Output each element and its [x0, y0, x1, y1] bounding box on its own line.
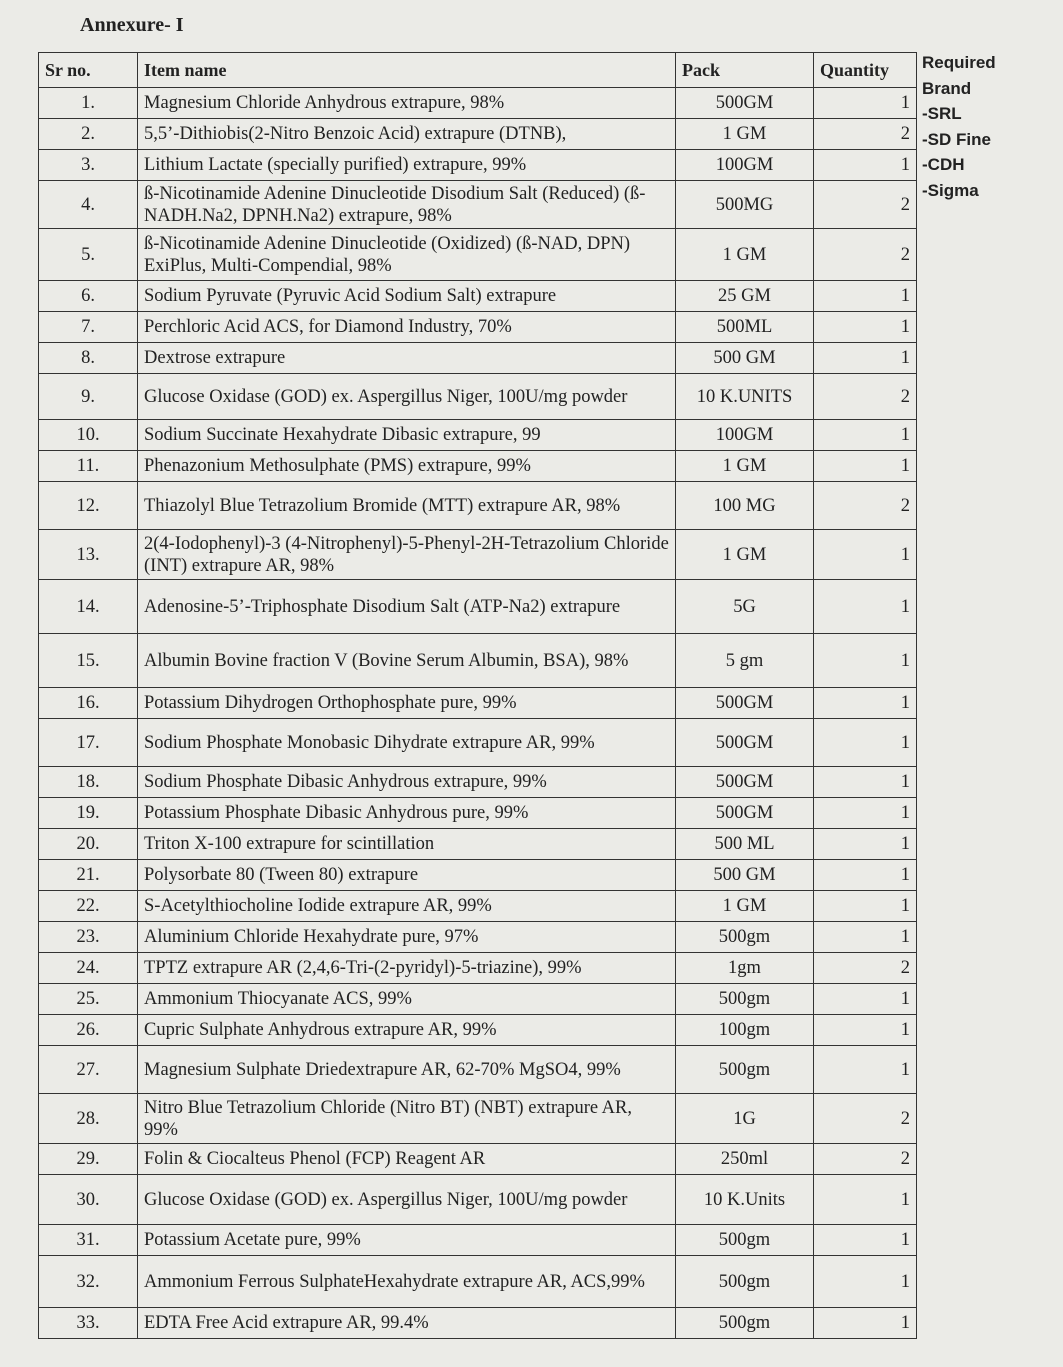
table-row — [39, 1175, 917, 1225]
quantity-cell: 1 — [814, 1256, 917, 1308]
item-name-cell: 5,5’-Dithiobis(2-Nitro Benzoic Acid) extrapure (DTNB), — [138, 119, 676, 150]
item-name-cell: Sodium Succinate Hexahydrate Dibasic extrapure, 99 — [138, 420, 676, 451]
sr-no-cell: 23. — [39, 922, 138, 953]
sr-no-cell: 5. — [39, 229, 138, 281]
pack-cell: 500GM — [676, 798, 814, 829]
sr-no-cell: 15. — [39, 634, 138, 688]
table-row — [39, 374, 917, 420]
item-name-cell: EDTA Free Acid extrapure AR, 99.4% — [138, 1308, 676, 1339]
table-row — [39, 281, 917, 312]
pack-cell: 5G — [676, 580, 814, 634]
table-row — [39, 1015, 917, 1046]
required-brand-note — [922, 50, 996, 203]
pack-cell: 1 GM — [676, 119, 814, 150]
table-row — [39, 1094, 917, 1144]
table-row — [39, 420, 917, 451]
sr-no-cell: 24. — [39, 953, 138, 984]
sr-no-cell: 8. — [39, 343, 138, 374]
page-title: Annexure- I — [80, 14, 184, 36]
pack-cell: 1 GM — [676, 530, 814, 580]
item-name-cell: Phenazonium Methosulphate (PMS) extrapure, 99% — [138, 451, 676, 482]
quantity-cell: 1 — [814, 281, 917, 312]
pack-cell: 500GM — [676, 719, 814, 767]
item-name-cell: Perchloric Acid ACS, for Diamond Industry, 70% — [138, 312, 676, 343]
quantity-cell: 2 — [814, 374, 917, 420]
table-row — [39, 530, 917, 580]
sr-no-cell: 11. — [39, 451, 138, 482]
sr-no-cell: 16. — [39, 688, 138, 719]
pack-cell: 1 GM — [676, 451, 814, 482]
quantity-cell: 1 — [814, 1015, 917, 1046]
brand-option: -SD Fine — [922, 129, 991, 149]
quantity-cell: 1 — [814, 984, 917, 1015]
sr-no-cell: 26. — [39, 1015, 138, 1046]
sr-no-cell: 31. — [39, 1225, 138, 1256]
pack-cell: 500gm — [676, 984, 814, 1015]
table-row — [39, 343, 917, 374]
item-name-cell: Triton X-100 extrapure for scintillation — [138, 829, 676, 860]
pack-cell: 500gm — [676, 1256, 814, 1308]
table-row — [39, 1144, 917, 1175]
quantity-cell: 1 — [814, 860, 917, 891]
quantity-cell: 1 — [814, 1046, 917, 1094]
sr-no-cell: 10. — [39, 420, 138, 451]
sr-no-cell: 29. — [39, 1144, 138, 1175]
table-row — [39, 953, 917, 984]
pack-cell: 500 GM — [676, 860, 814, 891]
sr-no-cell: 33. — [39, 1308, 138, 1339]
item-name-cell: Albumin Bovine fraction V (Bovine Serum Albumin, BSA), 98% — [138, 634, 676, 688]
item-name-cell: Potassium Phosphate Dibasic Anhydrous pure, 99% — [138, 798, 676, 829]
table-row — [39, 229, 917, 281]
item-name-cell: ß-Nicotinamide Adenine Dinucleotide (Oxidized) (ß-NAD, DPN) ExiPlus, Multi-Compendial, 98% — [138, 229, 676, 281]
table-row — [39, 829, 917, 860]
quantity-cell: 1 — [814, 530, 917, 580]
item-name-cell: Adenosine-5’-Triphosphate Disodium Salt (ATP-Na2) extrapure — [138, 580, 676, 634]
item-name-cell: Polysorbate 80 (Tween 80) extrapure — [138, 860, 676, 891]
brand-label-line: Brand — [922, 78, 972, 98]
table-row — [39, 860, 917, 891]
item-name-cell: S-Acetylthiocholine Iodide extrapure AR, 99% — [138, 891, 676, 922]
table-row — [39, 984, 917, 1015]
pack-cell: 10 K.UNITS — [676, 374, 814, 420]
sr-no-cell: 21. — [39, 860, 138, 891]
sr-no-cell: 13. — [39, 530, 138, 580]
sr-no-cell: 20. — [39, 829, 138, 860]
table-row — [39, 891, 917, 922]
item-name-cell: 2(4-Iodophenyl)-3 (4-Nitrophenyl)-5-Phenyl-2H-Tetrazolium Chloride (INT) extrapure AR, 98% — [138, 530, 676, 580]
item-name-cell: Ammonium Ferrous SulphateHexahydrate extrapure AR, ACS,99% — [138, 1256, 676, 1308]
quantity-cell: 2 — [814, 1144, 917, 1175]
item-name-cell: ß-Nicotinamide Adenine Dinucleotide Disodium Salt (Reduced) (ß-NADH.Na2, DPNH.Na2) extrapure, 98% — [138, 181, 676, 229]
item-name-cell: Thiazolyl Blue Tetrazolium Bromide (MTT) extrapure AR, 98% — [138, 482, 676, 530]
sr-no-cell: 32. — [39, 1256, 138, 1308]
item-name-cell: Magnesium Sulphate Driedextrapure AR, 62-70% MgSO4, 99% — [138, 1046, 676, 1094]
quantity-cell: 1 — [814, 891, 917, 922]
sr-no-cell: 25. — [39, 984, 138, 1015]
item-name-cell: Potassium Dihydrogen Orthophosphate pure, 99% — [138, 688, 676, 719]
quantity-cell: 2 — [814, 229, 917, 281]
quantity-cell: 1 — [814, 343, 917, 374]
item-name-cell: Sodium Phosphate Monobasic Dihydrate extrapure AR, 99% — [138, 719, 676, 767]
item-name-cell: Aluminium Chloride Hexahydrate pure, 97% — [138, 922, 676, 953]
table-row — [39, 634, 917, 688]
table-row — [39, 312, 917, 343]
pack-cell: 500GM — [676, 688, 814, 719]
sr-no-cell: 3. — [39, 150, 138, 181]
quantity-cell: 1 — [814, 1225, 917, 1256]
quantity-cell: 2 — [814, 482, 917, 530]
quantity-cell: 1 — [814, 798, 917, 829]
quantity-cell: 1 — [814, 767, 917, 798]
sr-no-cell: 17. — [39, 719, 138, 767]
header-item-name: Item name — [138, 53, 676, 88]
quantity-cell: 2 — [814, 181, 917, 229]
item-name-cell: Glucose Oxidase (GOD) ex. Aspergillus Niger, 100U/mg powder — [138, 1175, 676, 1225]
header-quantity: Quantity — [814, 53, 917, 88]
quantity-cell: 1 — [814, 312, 917, 343]
table-row — [39, 1046, 917, 1094]
header-pack: Pack — [676, 53, 814, 88]
quantity-cell: 1 — [814, 150, 917, 181]
pack-cell: 500 ML — [676, 829, 814, 860]
item-name-cell: Folin & Ciocalteus Phenol (FCP) Reagent AR — [138, 1144, 676, 1175]
sr-no-cell: 6. — [39, 281, 138, 312]
sr-no-cell: 7. — [39, 312, 138, 343]
table-row — [39, 482, 917, 530]
pack-cell: 1 GM — [676, 891, 814, 922]
quantity-cell: 1 — [814, 634, 917, 688]
item-name-cell: Sodium Pyruvate (Pyruvic Acid Sodium Salt) extrapure — [138, 281, 676, 312]
item-name-cell: Glucose Oxidase (GOD) ex. Aspergillus Niger, 100U/mg powder — [138, 374, 676, 420]
item-name-cell: Ammonium Thiocyanate ACS, 99% — [138, 984, 676, 1015]
quantity-cell: 1 — [814, 829, 917, 860]
pack-cell: 500gm — [676, 1308, 814, 1339]
table-row — [39, 767, 917, 798]
pack-cell: 1G — [676, 1094, 814, 1144]
brand-label-line: Required — [922, 53, 996, 72]
table-row — [39, 119, 917, 150]
brand-option: -SRL — [922, 104, 962, 123]
sr-no-cell: 27. — [39, 1046, 138, 1094]
sr-no-cell: 2. — [39, 119, 138, 150]
table-row — [39, 719, 917, 767]
table-row — [39, 580, 917, 634]
sr-no-cell: 28. — [39, 1094, 138, 1144]
sr-no-cell: 22. — [39, 891, 138, 922]
sr-no-cell: 30. — [39, 1175, 138, 1225]
pack-cell: 500 GM — [676, 343, 814, 374]
pack-cell: 500GM — [676, 767, 814, 798]
pack-cell: 250ml — [676, 1144, 814, 1175]
quantity-cell: 1 — [814, 1308, 917, 1339]
sr-no-cell: 19. — [39, 798, 138, 829]
sr-no-cell: 18. — [39, 767, 138, 798]
pack-cell: 500ML — [676, 312, 814, 343]
item-name-cell: Potassium Acetate pure, 99% — [138, 1225, 676, 1256]
table-row — [39, 798, 917, 829]
quantity-cell: 1 — [814, 688, 917, 719]
item-name-cell: Dextrose extrapure — [138, 343, 676, 374]
table-row — [39, 88, 917, 119]
pack-cell: 500gm — [676, 922, 814, 953]
quantity-cell: 1 — [814, 88, 917, 119]
table-row — [39, 150, 917, 181]
header-row — [39, 53, 917, 88]
table-row — [39, 922, 917, 953]
table-row — [39, 181, 917, 229]
item-name-cell: Magnesium Chloride Anhydrous extrapure, 98% — [138, 88, 676, 119]
pack-cell: 500GM — [676, 88, 814, 119]
pack-cell: 500MG — [676, 181, 814, 229]
pack-cell: 100gm — [676, 1015, 814, 1046]
table-row — [39, 688, 917, 719]
table-body — [39, 88, 917, 1339]
pack-cell: 100GM — [676, 150, 814, 181]
quantity-cell: 1 — [814, 451, 917, 482]
pack-cell: 25 GM — [676, 281, 814, 312]
sr-no-cell: 4. — [39, 181, 138, 229]
sr-no-cell: 1. — [39, 88, 138, 119]
item-name-cell: Lithium Lactate (specially purified) extrapure, 99% — [138, 150, 676, 181]
quantity-cell: 2 — [814, 119, 917, 150]
brand-option: -CDH — [922, 155, 965, 174]
quantity-cell: 1 — [814, 420, 917, 451]
pack-cell: 500gm — [676, 1225, 814, 1256]
quantity-cell: 1 — [814, 719, 917, 767]
table-row — [39, 451, 917, 482]
pack-cell: 5 gm — [676, 634, 814, 688]
pack-cell: 1gm — [676, 953, 814, 984]
items-table — [38, 52, 917, 1339]
quantity-cell: 2 — [814, 953, 917, 984]
quantity-cell: 2 — [814, 1094, 917, 1144]
brand-option: -Sigma — [922, 180, 979, 200]
pack-cell: 10 K.Units — [676, 1175, 814, 1225]
item-name-cell: Cupric Sulphate Anhydrous extrapure AR, 99% — [138, 1015, 676, 1046]
pack-cell: 1 GM — [676, 229, 814, 281]
table-row — [39, 1256, 917, 1308]
pack-cell: 100GM — [676, 420, 814, 451]
header-sr-no: Sr no. — [39, 53, 138, 88]
sr-no-cell: 12. — [39, 482, 138, 530]
pack-cell: 500gm — [676, 1046, 814, 1094]
pack-cell: 100 MG — [676, 482, 814, 530]
sr-no-cell: 14. — [39, 580, 138, 634]
quantity-cell: 1 — [814, 1175, 917, 1225]
table-row — [39, 1308, 917, 1339]
quantity-cell: 1 — [814, 922, 917, 953]
sr-no-cell: 9. — [39, 374, 138, 420]
item-name-cell: Nitro Blue Tetrazolium Chloride (Nitro BT) (NBT) extrapure AR, 99% — [138, 1094, 676, 1144]
item-name-cell: Sodium Phosphate Dibasic Anhydrous extrapure, 99% — [138, 767, 676, 798]
table-row — [39, 1225, 917, 1256]
item-name-cell: TPTZ extrapure AR (2,4,6-Tri-(2-pyridyl)-5-triazine), 99% — [138, 953, 676, 984]
quantity-cell: 1 — [814, 580, 917, 634]
